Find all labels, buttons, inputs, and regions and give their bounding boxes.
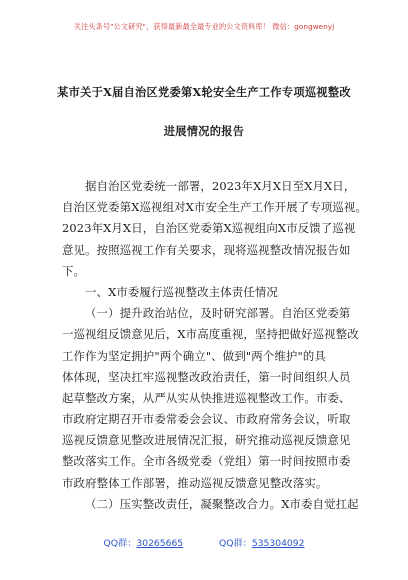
body-line: 市政府定期召开市委常委会会议、市政府常务会议，听取 — [62, 412, 351, 427]
body-line: 整改落实工作。全市各级党委（党组）第一时间按照市委 — [62, 454, 351, 469]
footer-contacts — [0, 535, 408, 549]
qq-group-2-number[interactable]: 535304092 — [251, 538, 305, 549]
qq-group-2-label: QQ群： — [219, 538, 252, 549]
body-line: 体体现，坚决扛牢巡视整改政治责任，第一时间组织人员 — [62, 369, 351, 384]
body-line: 意见。按照巡视工作有关要求，现将巡视整改情况报告如 — [62, 242, 351, 257]
body-line: 市政府整体工作部署，推动巡视反馈意见整改落实。 — [62, 475, 328, 490]
body-line: 2023年X月X日，自治区党委第X巡视组向X市反馈了巡视 — [62, 221, 356, 236]
header-note: 关注头条号"公文研究"，获得最新最全最专业的公文资料库！ 微信：gongwenyj — [73, 22, 335, 31]
body-line: 自治区党委第X巡视组对X市安全生产工作开展了专项巡视。 — [62, 200, 368, 215]
body-line: 一巡视组反馈意见后，X市高度重视，坚持把做好巡视整改 — [62, 327, 359, 342]
document-body — [62, 176, 368, 515]
section-heading: 一、X市委履行巡视整改主体责任情况 — [85, 284, 278, 299]
qq-group-1-label: QQ群： — [103, 538, 137, 549]
body-line: 据自治区党委统一部署，2023年X月X日至X月X日， — [85, 179, 356, 193]
body-line: 起草整改方案，从严从实从快推进巡视整改工作。市委、 — [62, 390, 351, 405]
document-title-line-2: 进展情况的报告 — [163, 124, 245, 138]
body-line: （二）压实整改责任，凝聚整改合力。X市委自觉扛起 — [85, 496, 359, 511]
body-line: 工作作为坚定拥护"两个确立"、做到"两个维护"的具 — [62, 348, 326, 363]
body-line: （一）提升政治站位，及时研究部署。自治区党委第 — [85, 306, 351, 321]
qq-group-1-number[interactable]: 30265665 — [136, 538, 184, 549]
body-line: 下。 — [62, 263, 86, 278]
document-title-line-1: 某市关于X届自治区党委第X轮安全生产工作专项巡视整改 — [57, 85, 351, 99]
body-line: 巡视反馈意见整改进展情况汇报，研究推动巡视反馈意见 — [62, 433, 351, 448]
